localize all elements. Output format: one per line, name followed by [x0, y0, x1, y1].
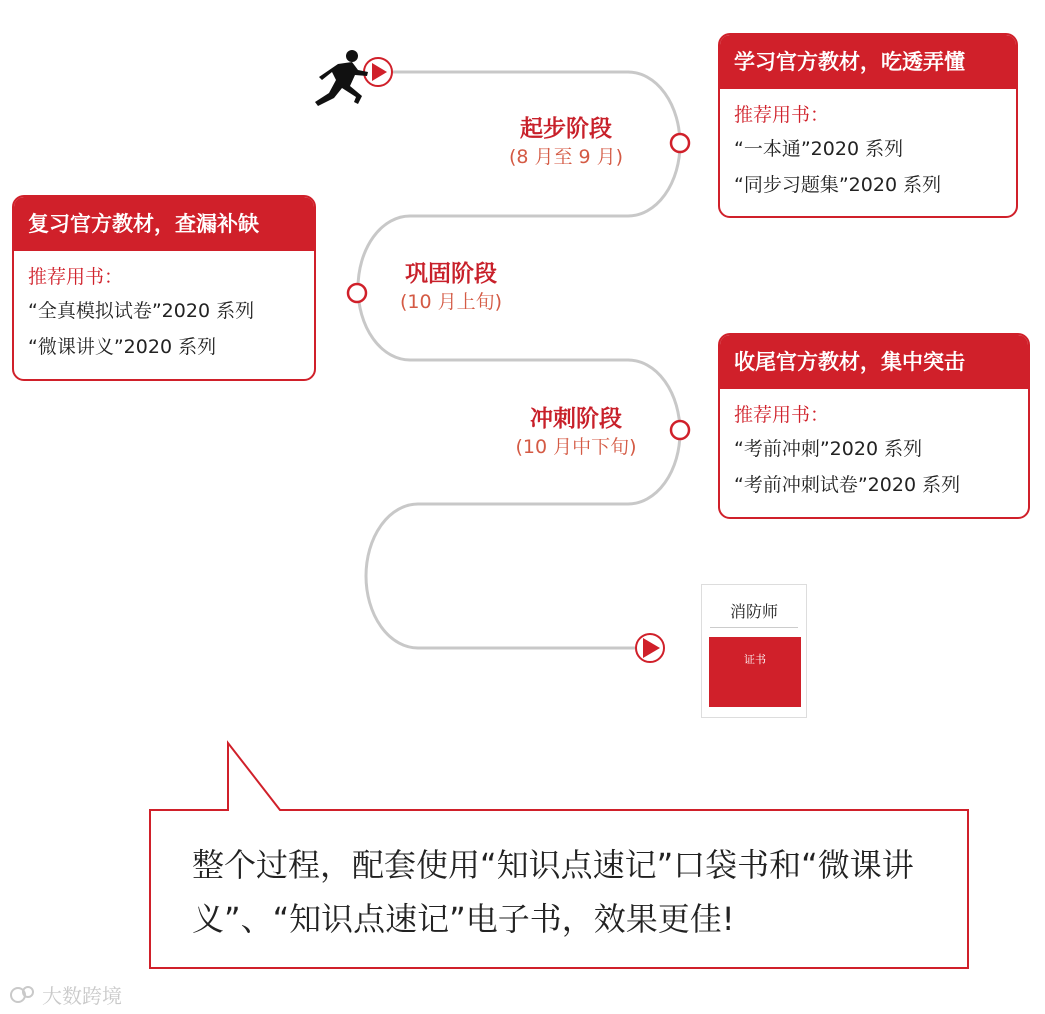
- card-title: 复习官方教材，查漏补缺: [14, 197, 314, 251]
- stage-time: (8 月至 9 月): [508, 146, 624, 168]
- recommend-label: 推荐用书：: [28, 266, 124, 288]
- certificate-cover: [709, 637, 801, 707]
- start-play-icon: [364, 58, 392, 86]
- watermark: [10, 980, 122, 1009]
- stage-time: (10 月中下旬): [515, 436, 637, 458]
- stage-name: 巩固阶段: [405, 261, 497, 287]
- certificate-title: 消防师: [710, 597, 798, 628]
- book-item: “一本通”2020 系列: [734, 138, 904, 160]
- end-play-icon: [636, 634, 664, 662]
- card-sprint: [718, 333, 1030, 519]
- card-learn: [718, 33, 1018, 218]
- book-item: “微课讲义”2020 系列: [28, 336, 217, 358]
- book-item: “考前冲刺”2020 系列: [734, 438, 923, 460]
- stage-node-1: [671, 134, 689, 152]
- card-title: 收尾官方教材，集中突击: [720, 335, 1028, 389]
- certificate-label: 证书: [744, 653, 766, 666]
- recommend-label: 推荐用书：: [734, 104, 830, 126]
- stage-time: (10 月上旬): [399, 291, 503, 313]
- stage-node-2: [348, 284, 366, 302]
- stage-node-3: [671, 421, 689, 439]
- stage-2: [366, 259, 536, 315]
- card-review: [12, 195, 316, 381]
- watermark-text: 大数跨境: [42, 984, 122, 1008]
- stage-name: 起步阶段: [520, 116, 612, 142]
- runner-icon: [315, 50, 368, 106]
- recommend-label: 推荐用书：: [734, 404, 830, 426]
- book-item: “全真模拟试卷”2020 系列: [28, 300, 255, 322]
- watermark-logo-icon: [10, 985, 36, 1005]
- stage-3: [491, 404, 661, 460]
- stage-1: [481, 114, 651, 170]
- book-item: “同步习题集”2020 系列: [734, 174, 942, 196]
- book-item: “考前冲刺试卷”2020 系列: [734, 474, 961, 496]
- certificate: [701, 584, 807, 718]
- stage-name: 冲刺阶段: [530, 406, 622, 432]
- card-title: 学习官方教材，吃透弄懂: [720, 35, 1016, 89]
- bubble-text: 整个过程，配套使用“知识点速记”口袋书和“微课讲义”、“知识点速记”电子书，效果更佳!: [192, 846, 914, 938]
